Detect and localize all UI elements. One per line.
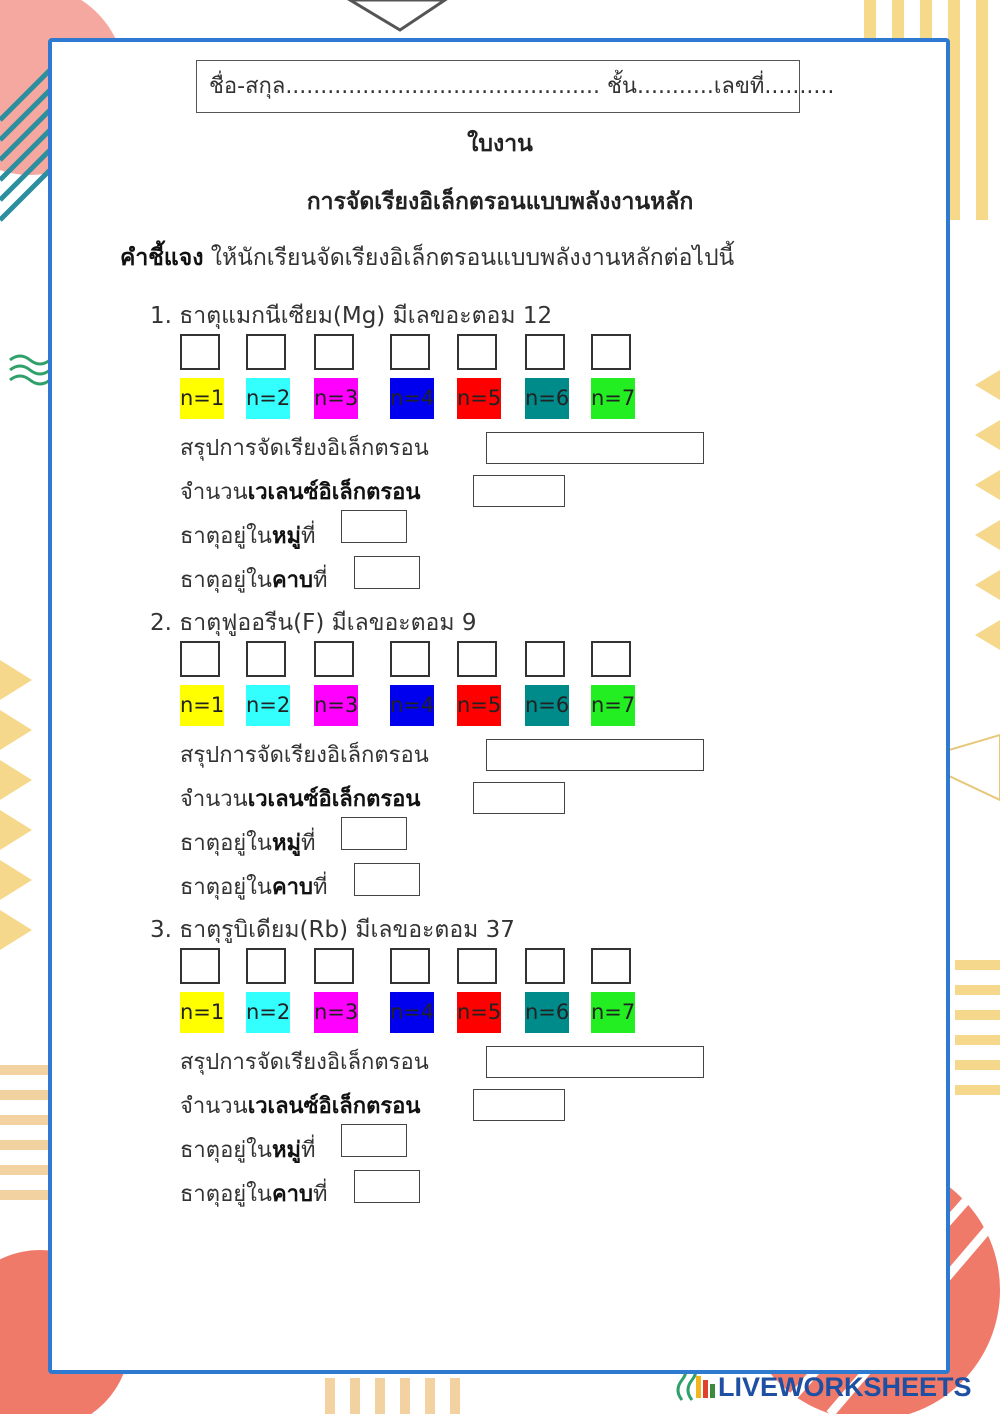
period-prefix: ธาตุอยู่ใน [180, 875, 272, 900]
group-prefix: ธาตุอยู่ใน [180, 524, 272, 549]
shell-input-n7[interactable] [591, 641, 631, 677]
question-1 [150, 298, 850, 598]
shell-input-n2[interactable] [246, 948, 286, 984]
group-bold: หมู่ [271, 1138, 301, 1163]
shell-input-n3[interactable] [314, 948, 354, 984]
shell-label-n1: n=1 [180, 992, 224, 1033]
period-label [180, 562, 328, 597]
period-prefix: ธาตุอยู่ใน [180, 1182, 272, 1207]
valence-label [180, 1088, 420, 1123]
shell-label-n3: n=3 [314, 685, 358, 726]
valence-bold: เวเลนซ์อิเล็กตรอน [247, 787, 421, 812]
worksheet-subtitle: การจัดเรียงอิเล็กตรอนแบบพลังงานหลัก [306, 189, 694, 215]
shell-input-n4[interactable] [390, 641, 430, 677]
valence-label [180, 474, 420, 509]
valence-answer-box[interactable] [473, 1089, 565, 1121]
valence-prefix: จำนวน [180, 787, 248, 812]
summary-label: สรุปการจัดเรียงอิเล็กตรอน [180, 743, 429, 768]
summary-label: สรุปการจัดเรียงอิเล็กตรอน [180, 436, 429, 461]
shell-input-n5[interactable] [457, 948, 497, 984]
period-suffix: ที่ [313, 1182, 328, 1207]
worksheet-title: ใบงาน [467, 131, 533, 157]
question-title: 2. ธาตุฟูออรีน(F) มีเลขอะตอม 9 [150, 610, 477, 636]
shell-label-n4: n=4 [390, 378, 434, 419]
shell-label-n6: n=6 [525, 378, 569, 419]
instruction [120, 240, 734, 276]
summary-answer-box[interactable] [486, 739, 704, 771]
period-label [180, 869, 328, 904]
shell-input-n1[interactable] [180, 641, 220, 677]
shell-label-n1: n=1 [180, 685, 224, 726]
shell-input-n5[interactable] [457, 641, 497, 677]
shell-label-n3: n=3 [314, 378, 358, 419]
summary-answer-box[interactable] [486, 432, 704, 464]
period-answer-box[interactable] [354, 863, 420, 896]
shell-input-n4[interactable] [390, 948, 430, 984]
group-suffix: ที่ [300, 831, 316, 856]
shell-input-n1[interactable] [180, 334, 220, 370]
group-answer-box[interactable] [341, 817, 407, 850]
group-suffix: ที่ [300, 1138, 316, 1163]
group-prefix: ธาตุอยู่ใน [180, 831, 272, 856]
shell-label-n7: n=7 [591, 378, 635, 419]
brand-text: LIVEWORKSHEETS [718, 1372, 972, 1402]
shell-label-n4: n=4 [390, 992, 434, 1033]
question-title: 1. ธาตุแมกนีเซียม(Mg) มีเลขอะตอม 12 [150, 303, 553, 329]
shell-label-n7: n=7 [591, 992, 635, 1033]
shell-input-n7[interactable] [591, 334, 631, 370]
period-answer-box[interactable] [354, 556, 420, 589]
period-bold: คาบ [271, 875, 313, 900]
shell-input-n2[interactable] [246, 334, 286, 370]
period-answer-box[interactable] [354, 1170, 420, 1203]
shell-label-n2: n=2 [246, 378, 290, 419]
shell-input-n5[interactable] [457, 334, 497, 370]
period-suffix: ที่ [313, 875, 328, 900]
shell-label-n5: n=5 [457, 378, 501, 419]
instruction-label: คำชี้แจง [120, 245, 204, 271]
period-bold: คาบ [271, 568, 313, 593]
shell-label-n2: n=2 [246, 685, 290, 726]
liveworksheets-logo [694, 1372, 994, 1406]
group-bold: หมู่ [271, 831, 301, 856]
shell-label-n1: n=1 [180, 378, 224, 419]
summary-label: สรุปการจัดเรียงอิเล็กตรอน [180, 1050, 429, 1075]
shell-input-n6[interactable] [525, 334, 565, 370]
shell-input-n1[interactable] [180, 948, 220, 984]
question-2 [150, 605, 850, 905]
summary-answer-box[interactable] [486, 1046, 704, 1078]
valence-bold: เวเลนซ์อิเล็กตรอน [247, 1094, 421, 1119]
group-bold: หมู่ [271, 524, 301, 549]
shell-input-n3[interactable] [314, 641, 354, 677]
shell-label-n4: n=4 [390, 685, 434, 726]
group-suffix: ที่ [300, 524, 316, 549]
shell-label-n6: n=6 [525, 685, 569, 726]
shell-input-n6[interactable] [525, 948, 565, 984]
shell-input-n2[interactable] [246, 641, 286, 677]
shell-label-n6: n=6 [525, 992, 569, 1033]
shell-input-n3[interactable] [314, 334, 354, 370]
question-3 [150, 912, 850, 1212]
liveworksheets-icon [694, 1374, 716, 1400]
shell-input-n7[interactable] [591, 948, 631, 984]
valence-prefix: จำนวน [180, 480, 248, 505]
shell-input-n6[interactable] [525, 641, 565, 677]
period-bold: คาบ [271, 1182, 313, 1207]
group-label [180, 518, 315, 553]
shell-input-n4[interactable] [390, 334, 430, 370]
shell-label-n5: n=5 [457, 992, 501, 1033]
group-prefix: ธาตุอยู่ใน [180, 1138, 272, 1163]
group-answer-box[interactable] [341, 510, 407, 543]
period-prefix: ธาตุอยู่ใน [180, 568, 272, 593]
group-label [180, 1132, 315, 1167]
period-label [180, 1176, 328, 1211]
valence-answer-box[interactable] [473, 782, 565, 814]
group-label [180, 825, 315, 860]
question-title: 3. ธาตุรูบิเดียม(Rb) มีเลขอะตอม 37 [150, 917, 515, 943]
valence-bold: เวเลนซ์อิเล็กตรอน [247, 480, 421, 505]
student-info-line: ชื่อ-สกุล............................................. ชั้น...........เลขที่.......... [196, 60, 800, 113]
shell-label-n3: n=3 [314, 992, 358, 1033]
shell-label-n7: n=7 [591, 685, 635, 726]
shell-label-n2: n=2 [246, 992, 290, 1033]
instruction-text: ให้นักเรียนจัดเรียงอิเล็กตรอนแบบพลังงานหลักต่อไปนี้ [203, 245, 735, 271]
valence-answer-box[interactable] [473, 475, 565, 507]
period-suffix: ที่ [313, 568, 328, 593]
valence-label [180, 781, 420, 816]
group-answer-box[interactable] [341, 1124, 407, 1157]
shell-label-n5: n=5 [457, 685, 501, 726]
valence-prefix: จำนวน [180, 1094, 248, 1119]
